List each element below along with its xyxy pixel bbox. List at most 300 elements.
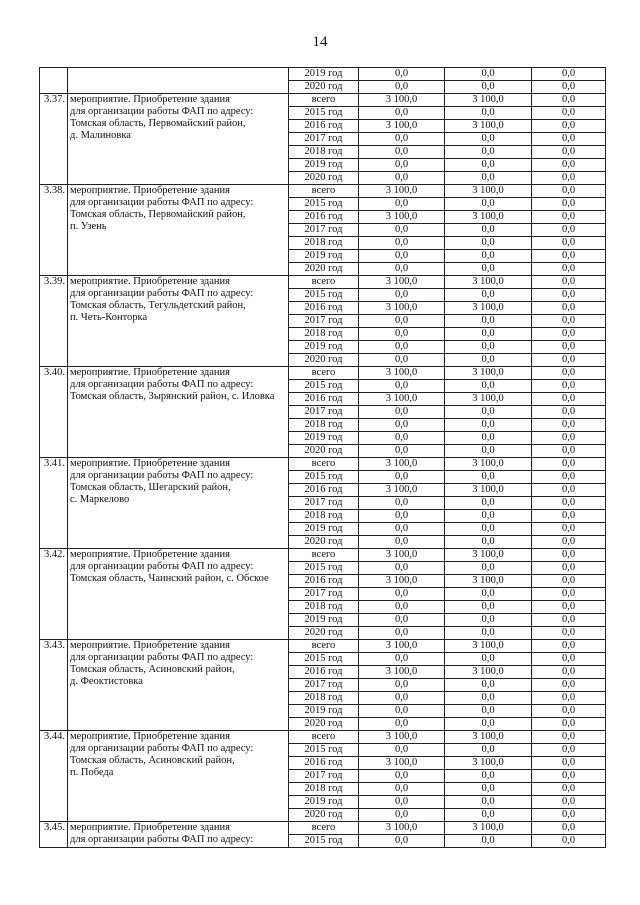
other-sources-cell: 0,0	[532, 146, 606, 159]
total-amount-cell: 0,0	[359, 744, 445, 757]
year-cell: 2018 год	[289, 601, 359, 614]
year-cell: 2019 год	[289, 341, 359, 354]
other-sources-cell: 0,0	[532, 289, 606, 302]
regional-budget-cell: 0,0	[445, 224, 532, 237]
total-amount-cell: 0,0	[359, 419, 445, 432]
total-amount-cell: 0,0	[359, 354, 445, 367]
other-sources-cell: 0,0	[532, 380, 606, 393]
description-line: Томская область, Асиновский район,	[70, 755, 235, 766]
regional-budget-cell: 3 100,0	[445, 757, 532, 770]
year-cell: 2020 год	[289, 627, 359, 640]
other-sources-cell: 0,0	[532, 822, 606, 835]
other-sources-cell: 0,0	[532, 744, 606, 757]
other-sources-cell: 0,0	[532, 770, 606, 783]
regional-budget-cell: 3 100,0	[445, 276, 532, 289]
year-cell: 2015 год	[289, 653, 359, 666]
description-line: Томская область, Первомайский район,	[70, 118, 246, 129]
regional-budget-cell: 0,0	[445, 159, 532, 172]
total-amount-cell: 0,0	[359, 250, 445, 263]
other-sources-cell: 0,0	[532, 224, 606, 237]
regional-budget-cell: 0,0	[445, 692, 532, 705]
regional-budget-cell: 3 100,0	[445, 484, 532, 497]
other-sources-cell: 0,0	[532, 510, 606, 523]
other-sources-cell: 0,0	[532, 614, 606, 627]
regional-budget-cell: 3 100,0	[445, 185, 532, 198]
total-amount-cell: 3 100,0	[359, 367, 445, 380]
year-cell: 2015 год	[289, 744, 359, 757]
description-line: мероприятие. Приобретение здания	[70, 94, 230, 105]
description-line: мероприятие. Приобретение здания	[70, 367, 230, 378]
description-line: д. Феоктистовка	[70, 676, 143, 687]
year-cell: 2015 год	[289, 289, 359, 302]
year-cell: 2016 год	[289, 666, 359, 679]
total-amount-cell: 0,0	[359, 380, 445, 393]
other-sources-cell: 0,0	[532, 666, 606, 679]
regional-budget-cell: 3 100,0	[445, 640, 532, 653]
total-amount-cell: 0,0	[359, 809, 445, 822]
other-sources-cell: 0,0	[532, 588, 606, 601]
total-amount-cell: 0,0	[359, 692, 445, 705]
description-line: мероприятие. Приобретение здания	[70, 276, 230, 287]
table-row	[40, 822, 606, 835]
item-description	[68, 367, 289, 458]
year-cell: 2016 год	[289, 211, 359, 224]
total-amount-cell: 0,0	[359, 796, 445, 809]
description-line: для организации работы ФАП по адресу:	[70, 197, 254, 208]
total-amount-cell: 0,0	[359, 289, 445, 302]
description-line: с. Маркелово	[70, 494, 130, 505]
year-cell: 2016 год	[289, 302, 359, 315]
total-amount-cell: 3 100,0	[359, 458, 445, 471]
other-sources-cell: 0,0	[532, 796, 606, 809]
total-amount-cell: 0,0	[359, 146, 445, 159]
regional-budget-cell: 3 100,0	[445, 94, 532, 107]
regional-budget-cell: 3 100,0	[445, 575, 532, 588]
total-amount-cell: 0,0	[359, 432, 445, 445]
year-cell: 2019 год	[289, 250, 359, 263]
total-amount-cell: 3 100,0	[359, 484, 445, 497]
regional-budget-cell: 3 100,0	[445, 731, 532, 744]
table-row	[40, 68, 606, 81]
item-number: 3.43.	[40, 640, 68, 731]
year-cell: 2015 год	[289, 562, 359, 575]
year-cell: 2015 год	[289, 835, 359, 848]
total-amount-cell: 0,0	[359, 198, 445, 211]
total-amount-cell: 0,0	[359, 770, 445, 783]
total-amount-cell: 0,0	[359, 133, 445, 146]
year-cell: 2015 год	[289, 471, 359, 484]
description-line: для организации работы ФАП по адресу:	[70, 743, 254, 754]
description-line: мероприятие. Приобретение здания	[70, 822, 230, 833]
year-cell: 2016 год	[289, 393, 359, 406]
item-number: 3.38.	[40, 185, 68, 276]
other-sources-cell: 0,0	[532, 692, 606, 705]
total-amount-cell: 0,0	[359, 627, 445, 640]
year-cell: всего	[289, 822, 359, 835]
other-sources-cell: 0,0	[532, 458, 606, 471]
year-cell: 2020 год	[289, 354, 359, 367]
year-cell: всего	[289, 94, 359, 107]
total-amount-cell: 3 100,0	[359, 185, 445, 198]
total-amount-cell: 0,0	[359, 406, 445, 419]
other-sources-cell: 0,0	[532, 107, 606, 120]
year-cell: 2017 год	[289, 770, 359, 783]
year-cell: 2017 год	[289, 406, 359, 419]
other-sources-cell: 0,0	[532, 393, 606, 406]
total-amount-cell: 0,0	[359, 614, 445, 627]
total-amount-cell: 3 100,0	[359, 549, 445, 562]
other-sources-cell: 0,0	[532, 276, 606, 289]
year-cell: 2019 год	[289, 432, 359, 445]
regional-budget-cell: 3 100,0	[445, 666, 532, 679]
other-sources-cell: 0,0	[532, 575, 606, 588]
other-sources-cell: 0,0	[532, 562, 606, 575]
year-cell: 2020 год	[289, 536, 359, 549]
table-row	[40, 185, 606, 198]
regional-budget-cell: 0,0	[445, 341, 532, 354]
total-amount-cell: 0,0	[359, 562, 445, 575]
total-amount-cell: 0,0	[359, 601, 445, 614]
other-sources-cell: 0,0	[532, 731, 606, 744]
table-row	[40, 367, 606, 380]
year-cell: 2016 год	[289, 120, 359, 133]
total-amount-cell: 0,0	[359, 68, 445, 81]
total-amount-cell: 0,0	[359, 679, 445, 692]
description-line: Томская область, Чаинский район, с. Обское	[70, 573, 269, 584]
total-amount-cell: 0,0	[359, 835, 445, 848]
regional-budget-cell: 0,0	[445, 809, 532, 822]
regional-budget-cell: 0,0	[445, 107, 532, 120]
year-cell: 2017 год	[289, 133, 359, 146]
item-description	[68, 276, 289, 367]
total-amount-cell: 3 100,0	[359, 731, 445, 744]
year-cell: 2020 год	[289, 809, 359, 822]
year-cell: 2019 год	[289, 796, 359, 809]
item-number	[40, 68, 68, 94]
item-description	[68, 822, 289, 848]
year-cell: 2017 год	[289, 224, 359, 237]
total-amount-cell: 0,0	[359, 315, 445, 328]
total-amount-cell: 0,0	[359, 263, 445, 276]
regional-budget-cell: 3 100,0	[445, 549, 532, 562]
description-line: п. Четь-Конторка	[70, 312, 148, 323]
year-cell: 2018 год	[289, 328, 359, 341]
description-line: Томская область, Тегульдетский район,	[70, 300, 246, 311]
table-row	[40, 276, 606, 289]
other-sources-cell: 0,0	[532, 94, 606, 107]
regional-budget-cell: 3 100,0	[445, 822, 532, 835]
item-number: 3.39.	[40, 276, 68, 367]
total-amount-cell: 3 100,0	[359, 276, 445, 289]
regional-budget-cell: 0,0	[445, 263, 532, 276]
year-cell: 2019 год	[289, 68, 359, 81]
year-cell: 2015 год	[289, 380, 359, 393]
table-body	[40, 68, 606, 848]
year-cell: 2020 год	[289, 172, 359, 185]
table-row	[40, 549, 606, 562]
year-cell: 2017 год	[289, 588, 359, 601]
year-cell: 2016 год	[289, 757, 359, 770]
other-sources-cell: 0,0	[532, 757, 606, 770]
table-row	[40, 640, 606, 653]
item-description	[68, 458, 289, 549]
regional-budget-cell: 0,0	[445, 835, 532, 848]
description-line: для организации работы ФАП по адресу:	[70, 652, 254, 663]
total-amount-cell: 3 100,0	[359, 302, 445, 315]
other-sources-cell: 0,0	[532, 367, 606, 380]
other-sources-cell: 0,0	[532, 783, 606, 796]
total-amount-cell: 3 100,0	[359, 640, 445, 653]
regional-budget-cell: 0,0	[445, 653, 532, 666]
regional-budget-cell: 0,0	[445, 81, 532, 94]
year-cell: всего	[289, 367, 359, 380]
description-line: мероприятие. Приобретение здания	[70, 185, 230, 196]
description-line: Томская область, Шегарский район,	[70, 482, 231, 493]
year-cell: 2020 год	[289, 445, 359, 458]
other-sources-cell: 0,0	[532, 536, 606, 549]
total-amount-cell: 0,0	[359, 705, 445, 718]
year-cell: 2019 год	[289, 159, 359, 172]
regional-budget-cell: 0,0	[445, 497, 532, 510]
item-number: 3.44.	[40, 731, 68, 822]
other-sources-cell: 0,0	[532, 328, 606, 341]
total-amount-cell: 3 100,0	[359, 94, 445, 107]
total-amount-cell: 0,0	[359, 224, 445, 237]
item-description	[68, 185, 289, 276]
year-cell: 2017 год	[289, 315, 359, 328]
regional-budget-cell: 0,0	[445, 601, 532, 614]
regional-budget-cell: 0,0	[445, 770, 532, 783]
other-sources-cell: 0,0	[532, 640, 606, 653]
year-cell: 2016 год	[289, 484, 359, 497]
table-row	[40, 94, 606, 107]
regional-budget-cell: 0,0	[445, 562, 532, 575]
regional-budget-cell: 0,0	[445, 627, 532, 640]
page-number: 14	[312, 34, 328, 50]
description-line: мероприятие. Приобретение здания	[70, 731, 230, 742]
regional-budget-cell: 0,0	[445, 783, 532, 796]
other-sources-cell: 0,0	[532, 471, 606, 484]
regional-budget-cell: 0,0	[445, 419, 532, 432]
other-sources-cell: 0,0	[532, 601, 606, 614]
description-line: для организации работы ФАП по адресу:	[70, 379, 254, 390]
other-sources-cell: 0,0	[532, 211, 606, 224]
other-sources-cell: 0,0	[532, 406, 606, 419]
description-line: мероприятие. Приобретение здания	[70, 640, 230, 651]
year-cell: 2018 год	[289, 419, 359, 432]
other-sources-cell: 0,0	[532, 263, 606, 276]
item-number: 3.45.	[40, 822, 68, 848]
total-amount-cell: 0,0	[359, 445, 445, 458]
year-cell: 2015 год	[289, 198, 359, 211]
regional-budget-cell: 0,0	[445, 68, 532, 81]
item-number: 3.37.	[40, 94, 68, 185]
other-sources-cell: 0,0	[532, 172, 606, 185]
regional-budget-cell: 3 100,0	[445, 367, 532, 380]
other-sources-cell: 0,0	[532, 549, 606, 562]
regional-budget-cell: 0,0	[445, 289, 532, 302]
regional-budget-cell: 0,0	[445, 510, 532, 523]
other-sources-cell: 0,0	[532, 198, 606, 211]
total-amount-cell: 0,0	[359, 653, 445, 666]
total-amount-cell: 3 100,0	[359, 575, 445, 588]
regional-budget-cell: 3 100,0	[445, 120, 532, 133]
item-description	[68, 549, 289, 640]
total-amount-cell: 3 100,0	[359, 822, 445, 835]
item-number: 3.40.	[40, 367, 68, 458]
year-cell: 2015 год	[289, 107, 359, 120]
table-row	[40, 458, 606, 471]
regional-budget-cell: 3 100,0	[445, 302, 532, 315]
description-line: Томская область, Первомайский район,	[70, 209, 246, 220]
total-amount-cell: 0,0	[359, 172, 445, 185]
other-sources-cell: 0,0	[532, 341, 606, 354]
other-sources-cell: 0,0	[532, 653, 606, 666]
other-sources-cell: 0,0	[532, 445, 606, 458]
year-cell: всего	[289, 276, 359, 289]
total-amount-cell: 0,0	[359, 497, 445, 510]
regional-budget-cell: 0,0	[445, 744, 532, 757]
year-cell: 2018 год	[289, 146, 359, 159]
description-line: для организации работы ФАП по адресу:	[70, 288, 254, 299]
description-line: для организации работы ФАП по адресу:	[70, 834, 254, 845]
table-row	[40, 731, 606, 744]
other-sources-cell: 0,0	[532, 484, 606, 497]
description-line: Томская область, Асиновский район,	[70, 664, 235, 675]
total-amount-cell: 3 100,0	[359, 120, 445, 133]
description-line: п. Победа	[70, 767, 114, 778]
other-sources-cell: 0,0	[532, 432, 606, 445]
regional-budget-cell: 0,0	[445, 796, 532, 809]
total-amount-cell: 0,0	[359, 237, 445, 250]
regional-budget-cell: 0,0	[445, 315, 532, 328]
other-sources-cell: 0,0	[532, 523, 606, 536]
regional-budget-cell: 0,0	[445, 679, 532, 692]
other-sources-cell: 0,0	[532, 835, 606, 848]
regional-budget-cell: 0,0	[445, 432, 532, 445]
regional-budget-cell: 0,0	[445, 237, 532, 250]
item-description	[68, 68, 289, 94]
other-sources-cell: 0,0	[532, 627, 606, 640]
total-amount-cell: 3 100,0	[359, 211, 445, 224]
item-number: 3.42.	[40, 549, 68, 640]
regional-budget-cell: 0,0	[445, 705, 532, 718]
regional-budget-cell: 0,0	[445, 445, 532, 458]
regional-budget-cell: 0,0	[445, 380, 532, 393]
other-sources-cell: 0,0	[532, 81, 606, 94]
regional-budget-cell: 0,0	[445, 718, 532, 731]
description-line: для организации работы ФАП по адресу:	[70, 470, 254, 481]
regional-budget-cell: 0,0	[445, 354, 532, 367]
total-amount-cell: 0,0	[359, 536, 445, 549]
regional-budget-cell: 0,0	[445, 172, 532, 185]
other-sources-cell: 0,0	[532, 419, 606, 432]
item-description	[68, 640, 289, 731]
regional-budget-cell: 0,0	[445, 588, 532, 601]
regional-budget-cell: 0,0	[445, 536, 532, 549]
year-cell: 2020 год	[289, 718, 359, 731]
total-amount-cell: 3 100,0	[359, 666, 445, 679]
year-cell: всего	[289, 185, 359, 198]
total-amount-cell: 0,0	[359, 718, 445, 731]
regional-budget-cell: 3 100,0	[445, 458, 532, 471]
other-sources-cell: 0,0	[532, 302, 606, 315]
year-cell: 2017 год	[289, 679, 359, 692]
other-sources-cell: 0,0	[532, 120, 606, 133]
regional-budget-cell: 0,0	[445, 198, 532, 211]
year-cell: 2019 год	[289, 523, 359, 536]
other-sources-cell: 0,0	[532, 718, 606, 731]
total-amount-cell: 0,0	[359, 81, 445, 94]
year-cell: 2016 год	[289, 575, 359, 588]
regional-budget-cell: 0,0	[445, 614, 532, 627]
year-cell: 2018 год	[289, 692, 359, 705]
year-cell: 2019 год	[289, 614, 359, 627]
regional-budget-cell: 0,0	[445, 250, 532, 263]
regional-budget-cell: 3 100,0	[445, 393, 532, 406]
description-line: мероприятие. Приобретение здания	[70, 549, 230, 560]
regional-budget-cell: 3 100,0	[445, 211, 532, 224]
item-number: 3.41.	[40, 458, 68, 549]
year-cell: 2020 год	[289, 81, 359, 94]
description-line: д. Малиновка	[70, 130, 131, 141]
total-amount-cell: 3 100,0	[359, 757, 445, 770]
other-sources-cell: 0,0	[532, 315, 606, 328]
total-amount-cell: 0,0	[359, 471, 445, 484]
item-description	[68, 731, 289, 822]
other-sources-cell: 0,0	[532, 237, 606, 250]
description-line: п. Узень	[70, 221, 107, 232]
total-amount-cell: 0,0	[359, 523, 445, 536]
other-sources-cell: 0,0	[532, 809, 606, 822]
description-line: для организации работы ФАП по адресу:	[70, 561, 254, 572]
year-cell: всего	[289, 549, 359, 562]
year-cell: 2019 год	[289, 705, 359, 718]
year-cell: 2020 год	[289, 263, 359, 276]
year-cell: 2018 год	[289, 510, 359, 523]
regional-budget-cell: 0,0	[445, 471, 532, 484]
description-line: мероприятие. Приобретение здания	[70, 458, 230, 469]
other-sources-cell: 0,0	[532, 250, 606, 263]
regional-budget-cell: 0,0	[445, 146, 532, 159]
other-sources-cell: 0,0	[532, 68, 606, 81]
total-amount-cell: 0,0	[359, 107, 445, 120]
item-description	[68, 94, 289, 185]
year-cell: 2017 год	[289, 497, 359, 510]
other-sources-cell: 0,0	[532, 497, 606, 510]
other-sources-cell: 0,0	[532, 185, 606, 198]
description-line: для организации работы ФАП по адресу:	[70, 106, 254, 117]
other-sources-cell: 0,0	[532, 354, 606, 367]
year-cell: всего	[289, 458, 359, 471]
financing-table	[39, 67, 606, 848]
total-amount-cell: 0,0	[359, 783, 445, 796]
description-line: Томская область, Зырянский район, с. Иловка	[70, 391, 275, 402]
regional-budget-cell: 0,0	[445, 406, 532, 419]
other-sources-cell: 0,0	[532, 133, 606, 146]
year-cell: всего	[289, 640, 359, 653]
total-amount-cell: 0,0	[359, 510, 445, 523]
total-amount-cell: 3 100,0	[359, 393, 445, 406]
year-cell: 2018 год	[289, 237, 359, 250]
other-sources-cell: 0,0	[532, 159, 606, 172]
regional-budget-cell: 0,0	[445, 133, 532, 146]
total-amount-cell: 0,0	[359, 341, 445, 354]
total-amount-cell: 0,0	[359, 328, 445, 341]
total-amount-cell: 0,0	[359, 159, 445, 172]
other-sources-cell: 0,0	[532, 705, 606, 718]
year-cell: всего	[289, 731, 359, 744]
